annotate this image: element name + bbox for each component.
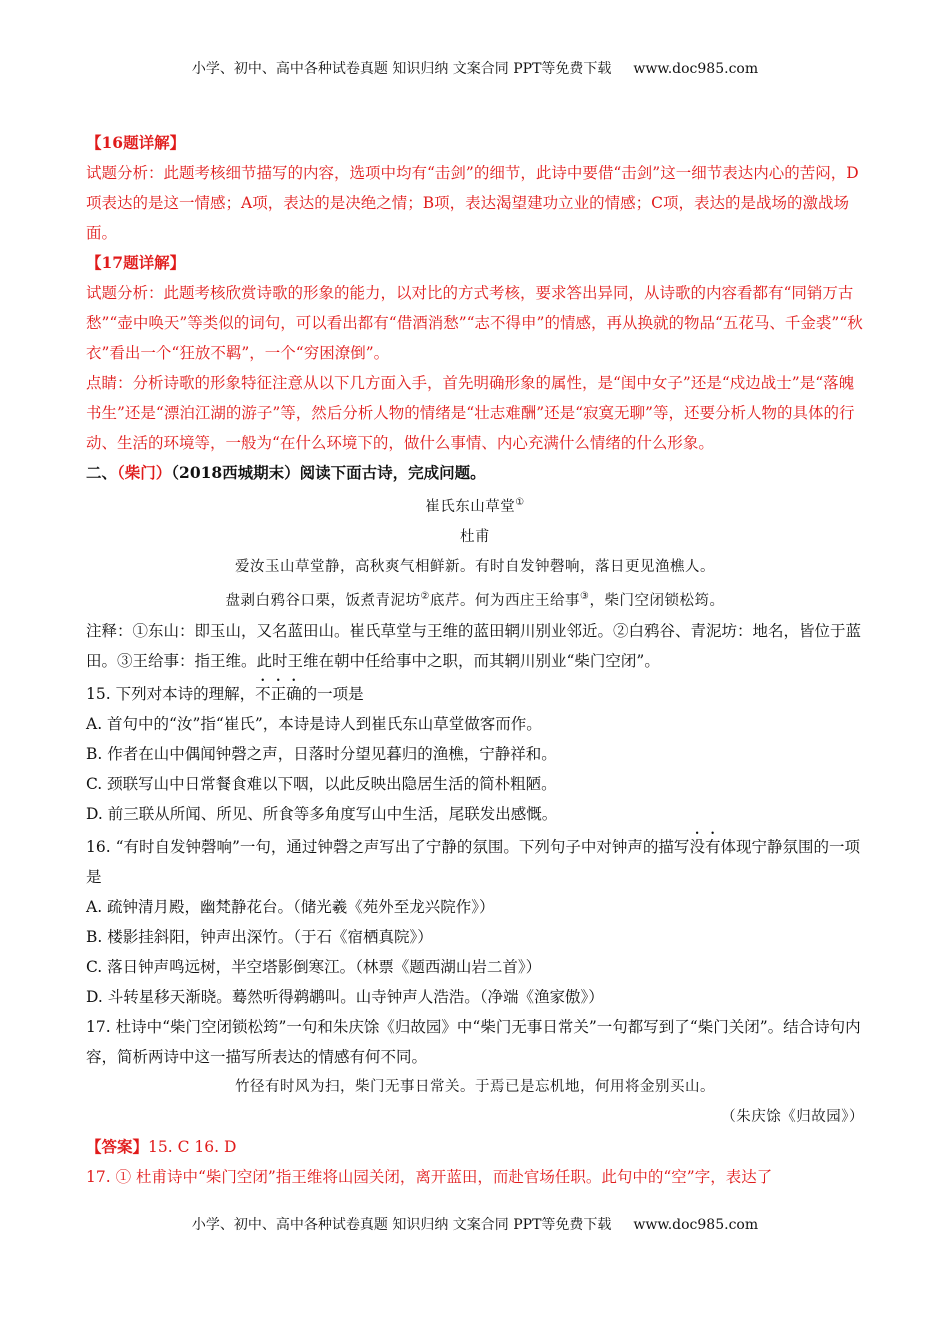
q15-emphasis: 不正确 <box>255 684 302 703</box>
q16-option-c: C. 落日钟声鸣远树，半空塔影倒寒江。（林票《题西湖山岩二首》） <box>86 957 542 976</box>
q16-stem-a: 16. “有时自发钟磬响”一句，通过钟磬之声写出了宁静的氛围。下列句子中对钟声的描写 <box>86 837 690 856</box>
q16-option-d: D. 斗转星移天渐晓。蓦然听得鹈鹕叫。山寺钟声人浩浩。（净端《渔家傲》） <box>86 987 604 1006</box>
question-16-stem <box>86 829 864 892</box>
q16-option-b: B. 楼影挂斜阳，钟声出深竹。（于石《宿栖真院》） <box>86 927 433 946</box>
page-footer <box>0 1214 950 1234</box>
q15-option-a: A. 首句中的“汝”指“崔氏”，本诗是诗人到崔氏东山草堂做客而作。 <box>86 714 542 733</box>
section-17-analysis: 试题分析：此题考核欣赏诗歌的形象的能力，以对比的方式考核，要求答出异同，从诗歌的内容看都有“同销万古愁”“壶中唤天”等类似的词句，可以看出都有“借酒消愁”“志不得申”的情感，再从换就的物品“五花马、千金裘”“秋衣”看出一个“狂放不羁”，一个“穷困潦倒”。 <box>86 284 863 362</box>
section-17-note: 点睛：分析诗歌的形象特征注意从以下几方面入手，首先明确形象的属性，是“闺中女子”还是“戍边战士”是“落魄书生”还是“漂泊江湖的游子”等，然后分析人物的情绪是“壮志难酬”还是“寂寞无聊”等，还要分析人物的具体的行动、生活的环境等，一般为“在什么环境下的，做什么事情、内心充满什么情绪的什么形象。 <box>86 374 855 452</box>
poem-line-2c: ，柴门空闭锁松筠。 <box>589 592 725 609</box>
answer-label: 【答案】 <box>86 1136 149 1156</box>
poem-line-2a: 盘剥白鸦谷口栗，饭煮青泥坊 <box>225 592 421 609</box>
question-17-stem: 17. 杜诗中“柴门空闭锁松筠”一句和朱庆馀《归故园》中“柴门无事日常关”一句都写到了“柴门关闭”。结合诗句内容，简析两诗中这一描写所表达的情感有何不同。 <box>86 1017 861 1066</box>
page-header <box>0 58 950 78</box>
q15-option-b: B. 作者在山中偶闻钟磬之声，日落时分望见暮归的渔樵，宁静祥和。 <box>86 744 557 763</box>
section-16-analysis: 试题分析：此题考核细节描写的内容，选项中均有“击剑”的细节，此诗中要借“击剑”这一细节表达内心的苦闷，D项表达的是这一情感；A项，表达的是决绝之情；B项，表达渴望建功立业的情感；C项，表达的是战场的激战场面。 <box>86 164 859 242</box>
header-title: 小学、初中、高中各种试卷真题 知识归纳 文案合同 PPT等免费下载 <box>191 61 612 77</box>
section-2-title: （2018西城期末）阅读下面古诗，完成问题。 <box>171 463 486 482</box>
q15-stem-a: 15. 下列对本诗的理解， <box>86 684 256 703</box>
poem-title-text: 崔氏东山草堂 <box>425 498 516 515</box>
poem-line-1: 爱汝玉山草堂静，高秋爽气相鲜新。有时自发钟磬响，落日更见渔樵人。 <box>235 558 715 575</box>
poem-mark-3: ③ <box>580 590 590 602</box>
q16-stem-b: 体现宁静氛围的一项是 <box>86 837 860 886</box>
poem-mark-2: ② <box>420 590 430 602</box>
section-2-tag: （柴门） <box>117 463 172 482</box>
poem-notes: 注释：①东山：即玉山，又名蓝田山。崔氏草堂与王维的蓝田辋川别业邻近。②白鸦谷、青泥坊：地名，皆位于蓝田。③王给事：指王维。此时王维在朝中任给事中之职，而其辋川别业“柴门空闭”。 <box>86 621 862 670</box>
answer-value: 15. C 16. D <box>148 1137 237 1156</box>
section-2-prefix: 二、 <box>86 463 118 482</box>
header-url[interactable]: www.doc985.com <box>633 61 759 77</box>
q16-emphasis: 没有 <box>689 837 721 856</box>
poem-line-2 <box>86 582 864 616</box>
footer-title: 小学、初中、高中各种试卷真题 知识归纳 文案合同 PPT等免费下载 <box>191 1217 612 1233</box>
section-17-heading: 【17题详解】 <box>86 253 186 272</box>
section-2-heading <box>86 458 864 488</box>
q17-poem: 竹径有时风为扫，柴门无事日常关。于焉已是忘机地，何用将金别买山。 <box>235 1078 715 1095</box>
question-15-stem <box>86 676 864 709</box>
poem-title-mark: ① <box>515 497 525 508</box>
answer-line <box>86 1132 864 1162</box>
q17-source: （朱庆馀《归故园》） <box>721 1108 864 1125</box>
poem-line-2b: 底芹。何为西庄王给事 <box>430 592 580 609</box>
q15-option-c: C. 颈联写山中日常餐食难以下咽，以此反映出隐居生活的简朴粗陋。 <box>86 774 557 793</box>
section-16-heading: 【16题详解】 <box>86 133 186 152</box>
q15-stem-b: 的一项是 <box>301 684 364 703</box>
answer-17: 17. ① 杜甫诗中“柴门空闭”指王维将山园关闭，离开蓝田，而赴官场任职。此句中的“空”字，表达了 <box>86 1167 773 1186</box>
poem-author: 杜甫 <box>460 528 490 545</box>
poem-title <box>86 488 864 522</box>
page-content <box>86 128 864 1192</box>
q16-option-a: A. 疏钟清月殿，幽梵静花台。（储光羲《苑外至龙兴院作》） <box>86 897 495 916</box>
footer-url[interactable]: www.doc985.com <box>633 1217 759 1233</box>
q15-option-d: D. 前三联从所闻、所见、所食等多角度写山中生活，尾联发出感慨。 <box>86 804 558 823</box>
